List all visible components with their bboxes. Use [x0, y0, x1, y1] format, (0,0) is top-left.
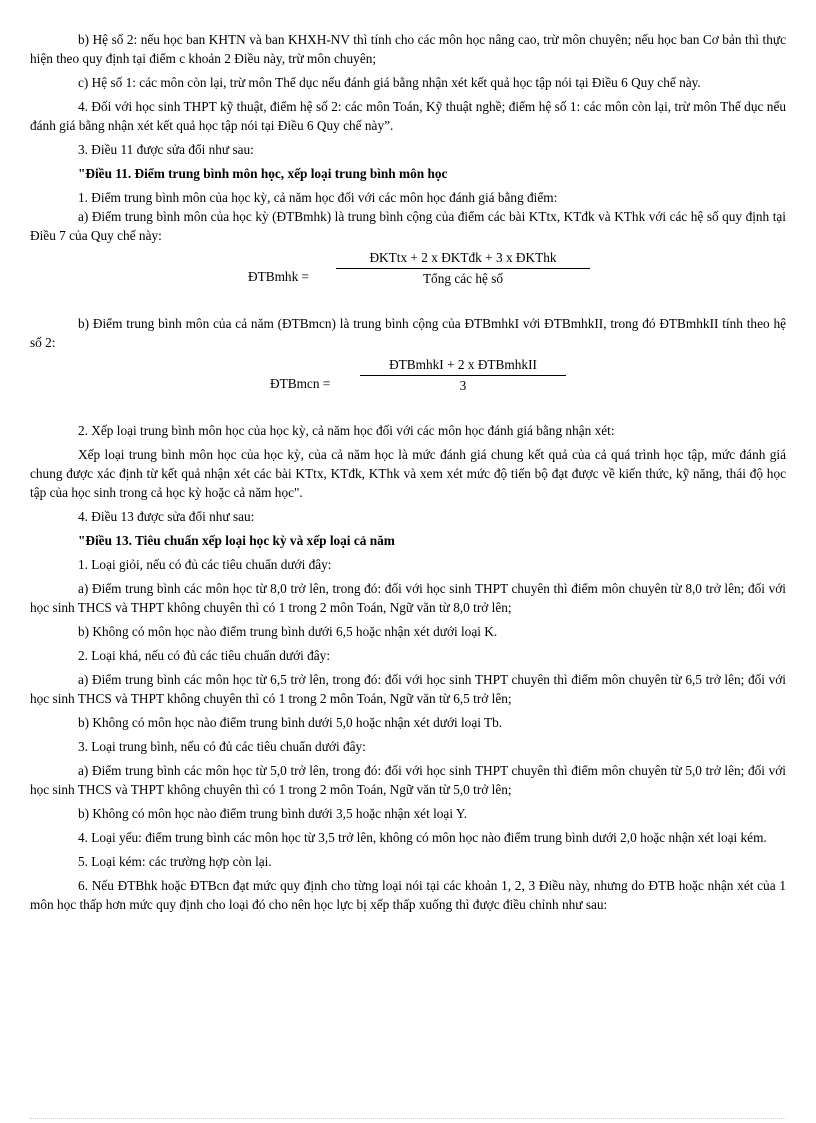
- paragraph-loai-gioi-b: b) Không có môn học nào điểm trung bình dưới 6,5 hoặc nhận xét dưới loại K.: [78, 624, 498, 639]
- page-bottom-divider: [30, 1118, 786, 1119]
- paragraph-loai-yeu: 4. Loại yếu: điểm trung bình các môn học từ 3,5 trở lên, không có môn học nào điểm trung bình dưới 2,0 hoặc nhận xét loại kém.: [78, 830, 767, 845]
- paragraph-dtbmcn: b) Điểm trung bình môn của cả năm (ĐTBmcn) là trung bình cộng của ĐTBmhkI với ĐTBmhkII, trong đó ĐTBmhkII tính theo hệ số 2:: [30, 316, 786, 350]
- formula-dtbmcn-numerator: ĐTBmhkI + 2 x ĐTBmhkII: [360, 357, 566, 376]
- formula-dtbmcn-fraction: [360, 357, 566, 394]
- paragraph-xep-loai-nhan-xet: 2. Xếp loại trung bình môn học của học kỳ, cả năm học đối với các môn học đánh giá bằng nhận xét:: [78, 423, 615, 438]
- formula-dtbmhk-lhs: ĐTBmhk =: [248, 269, 310, 284]
- paragraph-xep-loai-trung-binh: Xếp loại trung bình môn học của học kỳ, của cả năm học là mức đánh giá chung kết quả của cả quá trình học tập, mức đánh giá chung được xác định từ kết quả nhận xét các bài KTtx, KTđk, KThk và xem xét mức độ tiến bộ đạt được về kiến thức, kỹ năng, thái độ học tập của học sinh trong cả học kỳ hoặc cả năm học".: [30, 447, 786, 500]
- formula-dtbmhk-fraction: [336, 250, 590, 287]
- paragraph-loai-kha-b: b) Không có môn học nào điểm trung bình dưới 5,0 hoặc nhận xét dưới loại Tb.: [78, 715, 503, 730]
- document-page: [30, 30, 786, 919]
- heading-dieu-11: "Điều 11. Điểm trung bình môn học, xếp loại trung bình môn học: [78, 166, 448, 181]
- paragraph-thpt-ky-thuat: 4. Đối với học sinh THPT kỹ thuật, điểm hệ số 2: các môn Toán, Kỹ thuật nghề; điểm hệ số 1: các môn còn lại, trừ môn Thể dục nếu đánh giá bằng nhận xét kết quả học tập nói tại Điều 6 Quy chế này”.: [30, 99, 786, 133]
- paragraph-loai-trung-binh: 3. Loại trung bình, nếu có đủ các tiêu chuẩn dưới đây:: [78, 739, 366, 754]
- paragraph-loai-gioi: 1. Loại giỏi, nếu có đủ các tiêu chuẩn dưới đây:: [78, 557, 332, 572]
- formula-dtbmcn-lhs: ĐTBmcn =: [270, 376, 331, 391]
- paragraph-he-so-1: c) Hệ số 1: các môn còn lại, trừ môn Thể dục nếu đánh giá bằng nhận xét kết quả học tập nói tại Điều 6 Quy chế này.: [78, 75, 701, 90]
- heading-dieu-13: "Điều 13. Tiêu chuẩn xếp loại học kỳ và xếp loại cả năm: [78, 533, 395, 548]
- paragraph-dieu-13-intro: 4. Điều 13 được sửa đổi như sau:: [78, 509, 255, 524]
- paragraph-loai-kha: 2. Loại khá, nếu có đủ các tiêu chuẩn dưới đây:: [78, 648, 331, 663]
- paragraph-dieu-11-intro: 3. Điều 11 được sửa đổi như sau:: [78, 142, 254, 157]
- paragraph-loai-kem: 5. Loại kém: các trường hợp còn lại.: [78, 854, 272, 869]
- formula-dtbmcn: [30, 357, 786, 421]
- paragraph-loai-trung-binh-b: b) Không có môn học nào điểm trung bình dưới 3,5 hoặc nhận xét loại Y.: [78, 806, 468, 821]
- formula-dtbmcn-denominator: 3: [459, 378, 467, 393]
- formula-dtbmhk-denominator: Tổng các hệ số: [422, 271, 504, 286]
- formula-dtbmhk-numerator: ĐKTtx + 2 x ĐKTđk + 3 x ĐKThk: [336, 250, 590, 269]
- paragraph-loai-gioi-a: a) Điểm trung bình các môn học từ 8,0 trở lên, trong đó: đối với học sinh THPT chuyên thì điểm môn chuyên từ 8,0 trở lên; đối với học sinh THCS và THPT không chuyên thì có 1 trong 2 môn Toán, Ngữ văn từ 8,0 trở lên;: [30, 581, 786, 615]
- paragraph-loai-kha-a: a) Điểm trung bình các môn học từ 6,5 trở lên, trong đó: đối với học sinh THPT chuyên thì điểm môn chuyên từ 6,5 trở lên; đối với học sinh THCS và THPT không chuyên thì có 1 trong 2 môn Toán, Ngữ văn từ 6,5 trở lên;: [30, 672, 786, 706]
- paragraph-he-so-2: b) Hệ số 2: nếu học ban KHTN và ban KHXH-NV thì tính cho các môn học nâng cao, trừ môn chuyên; nếu học ban Cơ bản thì thực hiện theo quy định tại điểm c khoản 2 Điều này, trừ môn chuyên;: [30, 32, 786, 66]
- paragraph-dtbmhk: a) Điểm trung bình môn của học kỳ (ĐTBmhk) là trung bình cộng của điểm các bài KTtx, KTđk và KThk với các hệ số quy định tại Điều 7 của Quy chế này:: [30, 209, 786, 243]
- formula-dtbmhk: [30, 250, 786, 314]
- paragraph-dtb-mon-hoc-ky: 1. Điểm trung bình môn của học kỳ, cả năm học đối với các môn học đánh giá bằng điểm:: [78, 190, 558, 205]
- paragraph-loai-trung-binh-a: a) Điểm trung bình các môn học từ 5,0 trở lên, trong đó: đối với học sinh THPT chuyên thì điểm môn chuyên từ 5,0 trở lên; đối với học sinh THCS và THPT không chuyên thì có 1 trong 2 môn Toán, Ngữ văn từ 5,0 trở lên;: [30, 763, 786, 797]
- paragraph-dieu-chinh: 6. Nếu ĐTBhk hoặc ĐTBcn đạt mức quy định cho từng loại nói tại các khoản 1, 2, 3 Điều này, nhưng do ĐTB hoặc nhận xét của 1 môn học thấp hơn mức quy định cho loại đó cho nên học lực bị xếp thấp xuống thì được điều chỉnh như sau:: [30, 878, 786, 912]
